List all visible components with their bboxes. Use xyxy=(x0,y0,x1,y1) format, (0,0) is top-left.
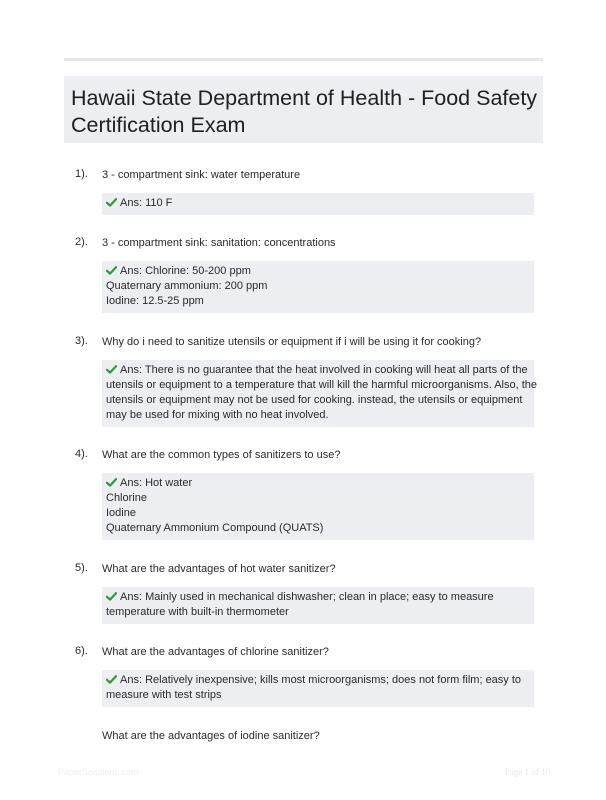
question-text: 3 - compartment sink: sanitation: concentrations xyxy=(102,237,336,249)
answer-line: Quaternary ammonium: 200 ppm xyxy=(106,280,268,292)
page-title-line-1: Hawaii State Department of Health - Food Safety xyxy=(71,86,538,110)
check-icon xyxy=(106,365,117,374)
answer-line: measure with test strips xyxy=(106,689,222,701)
answer-line: temperature with built-in thermometer xyxy=(106,606,289,618)
question-text: Why do i need to sanitize utensils or equipment if i will be using it for cooking? xyxy=(102,336,482,348)
check-icon xyxy=(106,266,117,275)
check-icon xyxy=(106,675,117,684)
question-number: 2). xyxy=(75,236,88,248)
answer-box xyxy=(102,473,534,540)
answer-line: Quaternary Ammonium Compound (QUATS) xyxy=(106,522,324,534)
answer-line: may be used for mixing with no heat involved. xyxy=(106,409,329,421)
check-icon xyxy=(106,198,117,207)
answer-line: Ans: Chlorine: 50-200 ppm xyxy=(106,264,530,279)
question-text: What are the advantages of hot water sanitizer? xyxy=(102,563,336,575)
page-title xyxy=(64,76,543,143)
answer-line: Chlorine xyxy=(106,492,147,504)
answer-line: Ans: There is no guarantee that the heat involved in cooking will heat all parts of the xyxy=(106,363,530,378)
answer-line: Ans: Mainly used in mechanical dishwasher; clean in place; easy to measure xyxy=(106,590,530,605)
page-title-line-2: Certification Exam xyxy=(71,113,246,137)
question-text: What are the common types of sanitizers to use? xyxy=(102,449,341,461)
answer-box xyxy=(102,193,534,215)
answer-line: Ans: Relatively inexpensive; kills most microorganisms; does not form film; easy to xyxy=(106,673,530,688)
question-number: 5). xyxy=(75,562,88,574)
footer-watermark: PaperSolutions.com xyxy=(58,767,139,777)
check-icon xyxy=(106,478,117,487)
top-rule xyxy=(64,58,543,61)
question-text: 3 - compartment sink: water temperature xyxy=(102,169,301,181)
answer-line: Iodine: 12.5-25 ppm xyxy=(106,295,204,307)
question-text: What are the advantages of chlorine sanitizer? xyxy=(102,646,329,658)
answer-line: utensils or equipment to a temperature that will kill the harmful microorganisms. Also, the xyxy=(106,379,538,391)
answer-line: utensils or equipment may not be used for cooking. instead, the utensils or equipment xyxy=(106,394,523,406)
question-number: 4). xyxy=(75,448,88,460)
answer-box xyxy=(102,360,538,427)
answer-line: Ans: Hot water xyxy=(106,476,530,491)
question-text: What are the advantages of iodine sanitizer? xyxy=(102,730,320,742)
check-icon xyxy=(106,592,117,601)
question-number: 1). xyxy=(75,168,88,180)
answer-line: Iodine xyxy=(106,507,136,519)
answer-box xyxy=(102,261,534,313)
question-number: 3). xyxy=(75,335,88,347)
answer-box xyxy=(102,587,534,624)
answer-line: Ans: 110 F xyxy=(106,196,530,211)
page-number: Page 1 of 10 xyxy=(504,767,550,777)
answer-box xyxy=(102,670,534,707)
question-number: 6). xyxy=(75,645,88,657)
